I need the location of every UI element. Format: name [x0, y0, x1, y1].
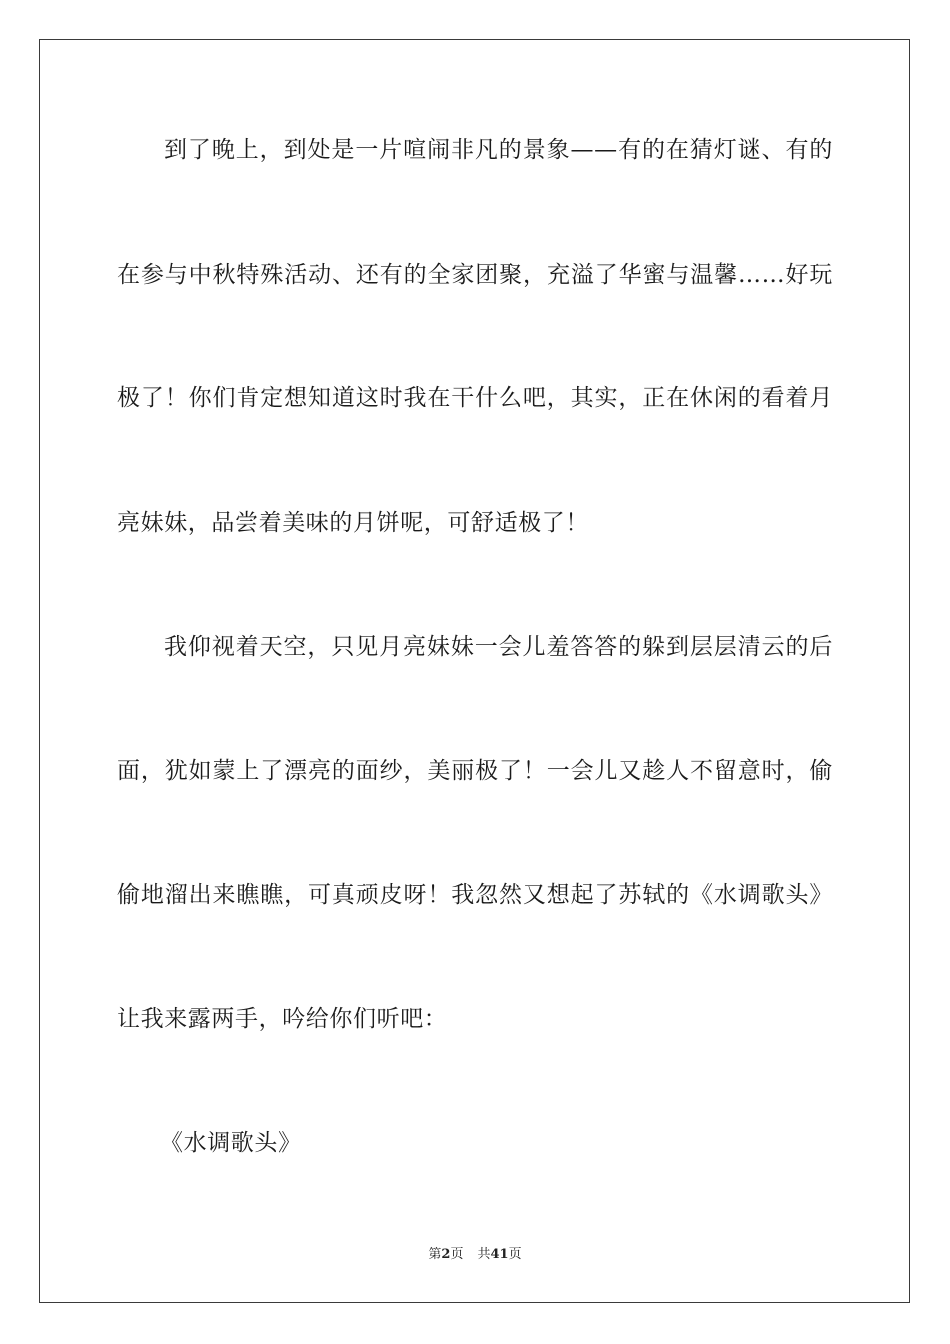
footer-total-prefix: 共	[477, 1247, 491, 1262]
footer-total-suffix: 页	[508, 1247, 522, 1262]
paragraph-line: 偷地溜出来瞧瞧，可真顽皮呀！我忽然又想起了苏轼的《水调歌头》	[117, 882, 833, 908]
paragraph-line: 让我来露两手，吟给你们听吧：	[117, 1006, 448, 1032]
poem-title: 《水调歌头》	[160, 1130, 302, 1156]
paragraph-line: 亮妹妹，品尝着美味的月饼呢，可舒适极了！	[117, 510, 589, 536]
paragraph-line: 我仰视着天空，只见月亮妹妹一会儿羞答答的躲到层层清云的后	[164, 634, 833, 660]
footer-page-prefix: 第	[428, 1247, 442, 1262]
footer-total-pages: 41	[490, 1247, 509, 1262]
paragraph-line: 面，犹如蒙上了漂亮的面纱，美丽极了！一会儿又趁人不留意时，偷	[117, 758, 833, 784]
page-footer	[0, 1246, 950, 1264]
paragraph-line: 极了！你们肯定想知道这时我在干什么吧，其实，正在休闲的看着月	[117, 385, 833, 411]
paragraph-line: 在参与中秋特殊活动、还有的全家团聚，充溢了华蜜与温馨……好玩	[117, 262, 833, 288]
paragraph-line: 到了晚上，到处是一片喧闹非凡的景象——有的在猜灯谜、有的	[164, 137, 833, 163]
footer-page-number: 2	[441, 1247, 451, 1262]
page-border	[39, 39, 910, 1303]
footer-page-suffix: 页	[450, 1247, 464, 1262]
